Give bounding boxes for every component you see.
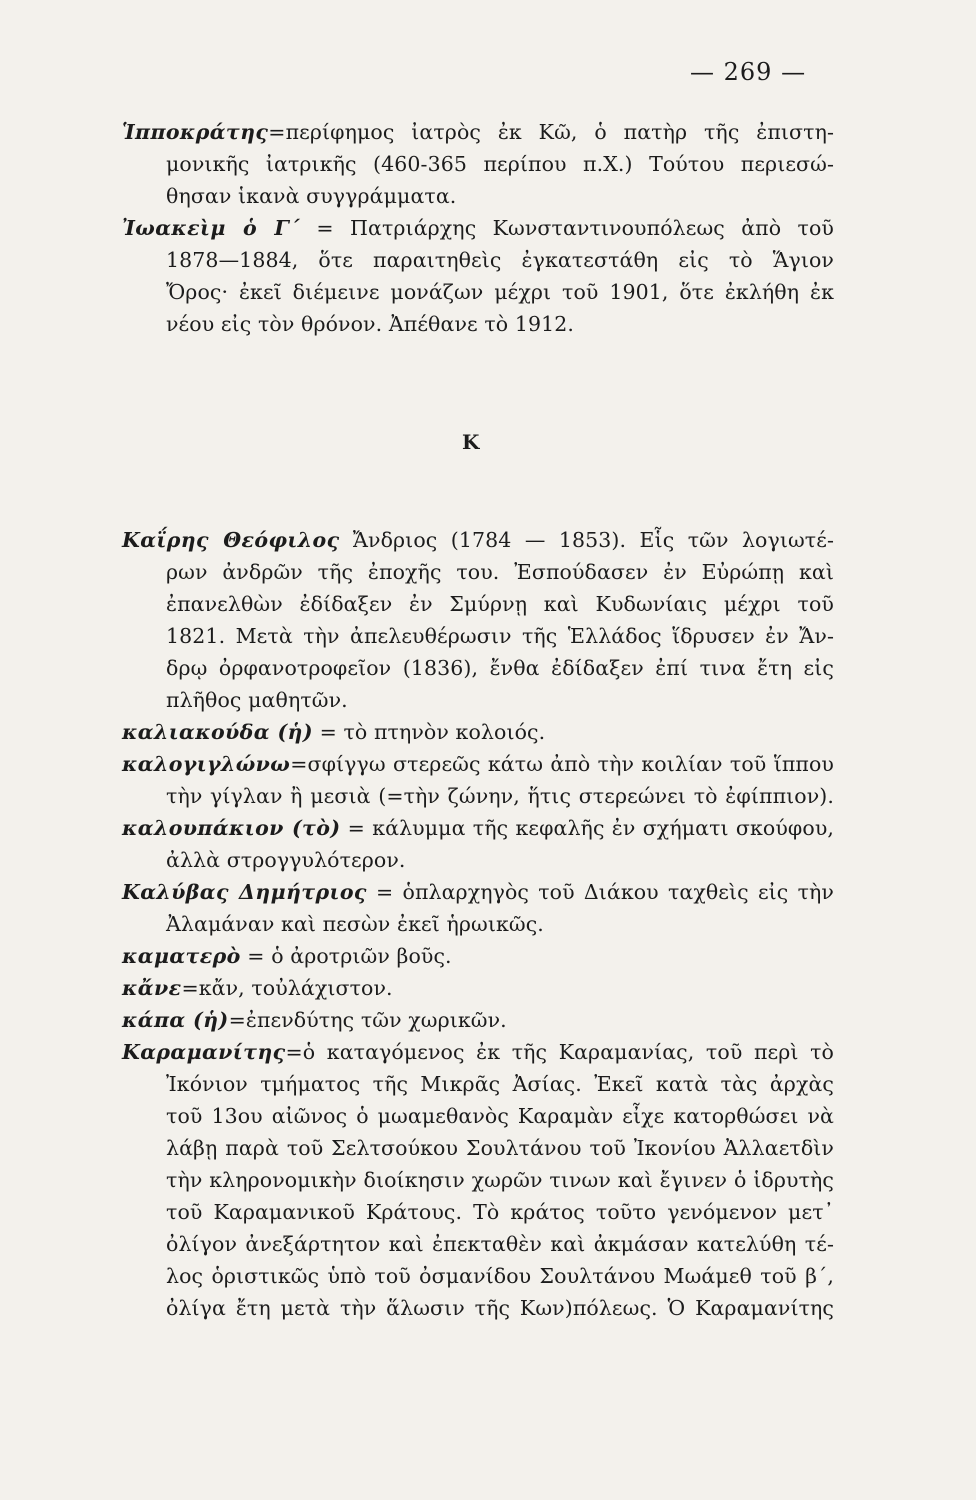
entry-text: Ἄνδριος (1784 — 1853). Εἷς τῶν λογιωτέ- <box>339 528 834 552</box>
entry-line <box>122 116 834 148</box>
entry-line: Ἰκόνιον τμήματος τῆς Μικρᾶς Ἀσίας. Ἐκεῖ κατὰ τὰς ἀρχὰς <box>166 1072 834 1096</box>
entry-line: θησαν ἱκανὰ συγγράμματα. <box>166 184 457 208</box>
entry-line: ἐπανελθὼν ἐδίδαξεν ἐν Σμύρνῃ καὶ Κυδωνίαις μέχρι τοῦ <box>166 592 834 616</box>
entry-text: = Πατριάρχης Κωνσταντινουπόλεως ἀπὸ τοῦ <box>300 216 834 240</box>
entry-headword: καλιακούδα (ἡ) <box>122 720 313 744</box>
entry-line <box>122 212 834 244</box>
entry-line: Ἀλαμάναν καὶ πεσὼν ἐκεῖ ἡρωικῶς. <box>166 912 544 936</box>
entry-line <box>122 716 834 748</box>
entry-line: μονικῆς ἰατρικῆς (460-365 περίπου π.Χ.) Τούτου περιεσώ- <box>166 152 834 176</box>
entry-headword: καλογιγλώνω <box>122 752 291 776</box>
entry-line: Ὄρος· ἐκεῖ διέμεινε μονάζων μέχρι τοῦ 1901, ὅτε ἐκλήθη ἐκ <box>166 280 834 304</box>
entry-headword: Καλύβας Δημήτριος <box>122 880 367 904</box>
entry-line: 1821. Μετὰ τὴν ἀπελευθέρωσιν τῆς Ἑλλάδος ἵδρυσεν ἐν Ἄν- <box>166 624 834 648</box>
entry-line <box>122 1036 834 1068</box>
entry-line <box>122 940 834 972</box>
entry-line: τοῦ 13ου αἰῶνος ὁ μωαμεθανὸς Καραμὰν εἶχε κατορθώσει νὰ <box>166 1104 834 1128</box>
entry-line: πλῆθος μαθητῶν. <box>166 688 348 712</box>
entry-headword: Καΐρης Θεόφιλος <box>122 528 340 552</box>
entry-text: =κἄν, τοὐλάχιστον. <box>181 976 393 1000</box>
entry-line <box>122 524 834 556</box>
entry-line: τοῦ Καραμανικοῦ Κράτους. Τὸ κράτος τοῦτο γενόμενον μετ᾽ <box>166 1200 834 1224</box>
entry-text: = τὸ πτηνὸν κολοιός. <box>312 720 546 744</box>
entry-line: λος ὁριστικῶς ὑπὸ τοῦ ὀσμανίδου Σουλτάνου Μωάμεθ τοῦ β΄, <box>166 1264 834 1288</box>
entry-line: ὀλίγον ἀνεξάρτητον καὶ ἐπεκταθὲν καὶ ἀκμάσαν κατελύθη τέ- <box>166 1232 834 1256</box>
entry-text: =περίφημος ἰατρὸς ἐκ Κῶ, ὁ πατὴρ τῆς ἐπιστη- <box>268 120 834 144</box>
entry-line: τὴν γίγλαν ἢ μεσιὰ (=τὴν ζώνην, ἥτις στερεώνει τὸ ἐφίππιον). <box>166 784 834 808</box>
entry-headword: Καραμανίτης <box>122 1040 286 1064</box>
entry-line <box>122 1004 834 1036</box>
entries-top-block <box>122 116 834 340</box>
entry-headword: κἄνε <box>122 976 182 1000</box>
entry-line <box>122 748 834 780</box>
entry-headword: Ἰωακεὶμ ὁ Γ΄ <box>122 216 301 240</box>
section-letter: Κ <box>462 430 481 454</box>
entry-line: ρων ἀνδρῶν τῆς ἐποχῆς του. Ἐσπούδασεν ἐν Εὐρώπῃ καὶ <box>166 560 834 584</box>
entry-line: 1878—1884, ὅτε παραιτηθεὶς ἐγκατεστάθη εἰς τὸ Ἅγιον <box>166 248 834 272</box>
entry-headword: καλουπάκιον (τὸ) <box>122 816 341 840</box>
entry-line: ὀλίγα ἔτη μετὰ τὴν ἅλωσιν τῆς Κων)πόλεως. Ὁ Καραμανίτης <box>166 1296 834 1320</box>
entry-line: τὴν κληρονομικὴν διοίκησιν χωρῶν τινων καὶ ἔγινεν ὁ ἱδρυτὴς <box>166 1168 834 1192</box>
entry-text: = ὁπλαρχηγὸς τοῦ Διάκου ταχθεὶς εἰς τὴν <box>366 880 834 904</box>
entry-text: = κάλυμμα τῆς κεφαλῆς ἐν σχήματι σκούφου, <box>340 816 834 840</box>
entry-text: =ὁ καταγόμενος ἐκ τῆς Καραμανίας, τοῦ περὶ τὸ <box>285 1040 834 1064</box>
entry-headword: καματερὸ <box>122 944 241 968</box>
entry-line <box>122 876 834 908</box>
entries-k-block <box>122 524 834 1324</box>
entry-text: =σφίγγω στερεῶς κάτω ἀπὸ τὴν κοιλίαν τοῦ ἵππου <box>290 752 834 776</box>
entry-line <box>122 972 834 1004</box>
entry-line: ἀλλὰ στρογγυλότερον. <box>166 848 406 872</box>
entry-text: = ὁ ἀροτριῶν βοῦς. <box>240 944 452 968</box>
entry-headword: κάπα (ἡ) <box>122 1008 229 1032</box>
entry-text: =ἐπενδύτης τῶν χωρικῶν. <box>228 1008 507 1032</box>
entry-line: δρῳ ὀρφανοτροφεῖον (1836), ἔνθα ἐδίδαξεν ἐπί τινα ἔτη εἰς <box>166 656 834 680</box>
page-number: — 269 — <box>690 58 807 86</box>
entry-line <box>122 812 834 844</box>
entry-headword: Ἱπποκράτης <box>122 120 269 144</box>
entry-line: λάβῃ παρὰ τοῦ Σελτσούκου Σουλτάνου τοῦ Ἰκονίου Ἀλλαετδὶν <box>166 1136 834 1160</box>
entry-line: νέου εἰς τὸν θρόνον. Ἀπέθανε τὸ 1912. <box>166 312 575 336</box>
